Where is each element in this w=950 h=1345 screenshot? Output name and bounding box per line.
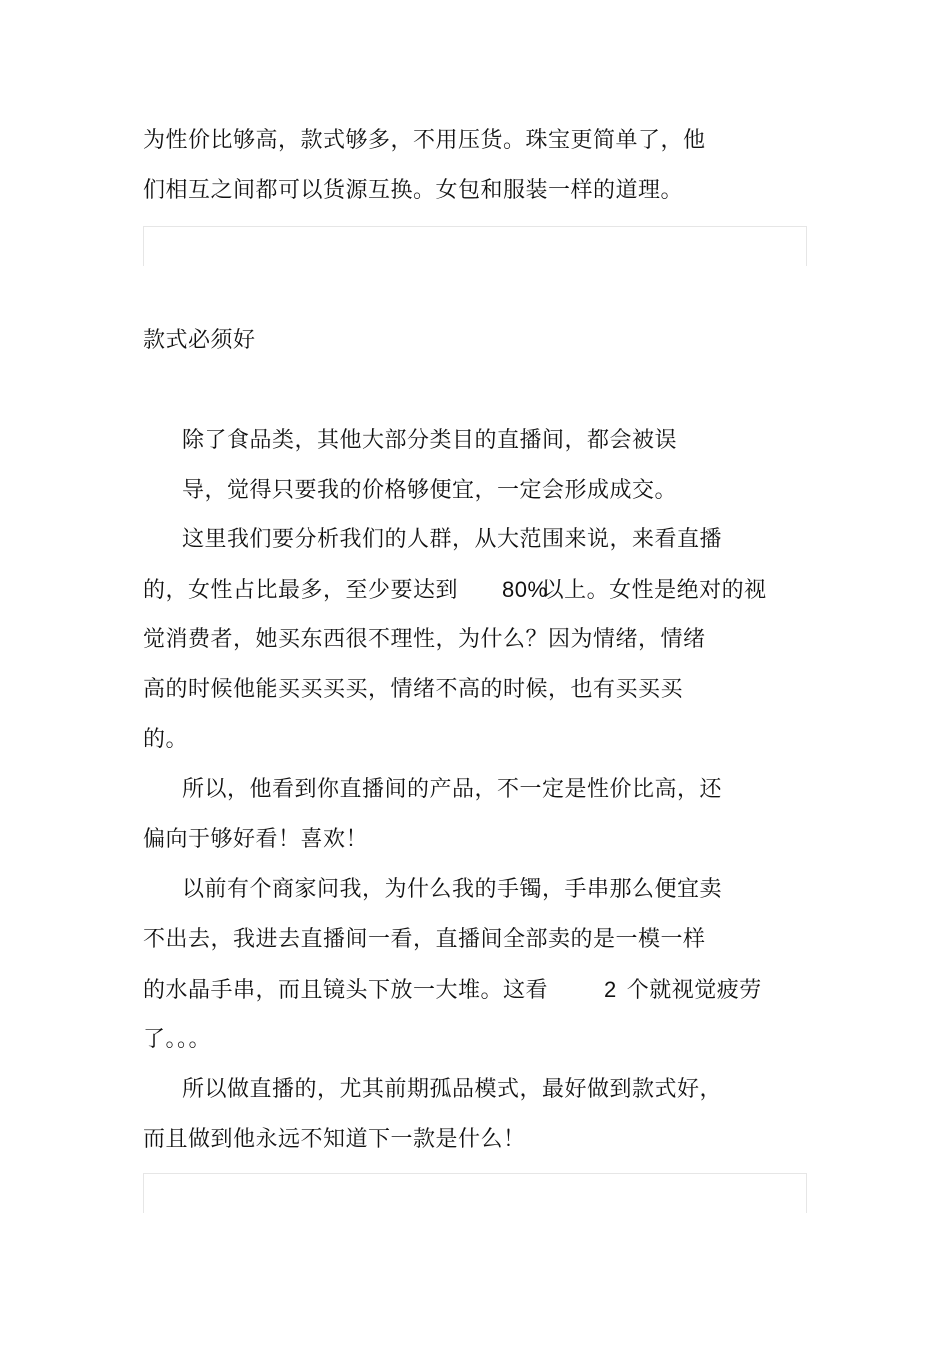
paragraph-line [143,575,767,606]
percentage-value: 80% [502,577,548,602]
paragraph-line: 这里我们要分析我们的人群，从大范围来说，来看直播 [182,527,723,552]
section-heading: 款式必须好 [143,328,256,353]
paragraph-line [143,975,762,1006]
paragraph-line: 偏向于够好看！喜欢！ [143,827,369,852]
section-divider-right [806,1173,807,1213]
section-divider-right [806,226,807,266]
paragraph-line: 们相互之间都可以货源互换。女包和服装一样的道理。 [143,178,684,203]
section-divider-left [143,1173,144,1213]
text-segment: 以上。女性是绝对的视 [541,578,767,603]
section-divider-left [143,226,144,266]
paragraph-line: 所以，他看到你直播间的产品，不一定是性价比高，还 [182,777,723,802]
section-divider [143,1173,806,1174]
paragraph-line: 高的时候他能买买买买，情绪不高的时候，也有买买买 [143,677,684,702]
paragraph-line: 除了食品类，其他大部分类目的直播间，都会被误 [182,428,678,453]
text-segment: 的，女性占比最多，至少要达到 [143,578,459,603]
count-value: 2 [604,977,617,1002]
section-divider [143,226,806,227]
paragraph-line: 了。。。 [143,1027,212,1052]
paragraph-line: 而且做到他永远不知道下一款是什么！ [143,1127,526,1152]
paragraph-line: 以前有个商家问我，为什么我的手镯，手串那么便宜卖 [182,877,723,902]
paragraph-line: 不出去，我进去直播间一看，直播间全部卖的是一模一样 [143,927,706,952]
paragraph-line: 导，觉得只要我的价格够便宜，一定会形成成交。 [182,478,678,503]
paragraph-line: 的。 [143,727,189,752]
text-segment: 的水晶手串，而且镜头下放一大堆。这看 [143,978,549,1003]
text-segment: 个就视觉疲劳 [626,978,762,1003]
paragraph-line: 所以做直播的，尤其前期孤品模式，最好做到款式好， [182,1077,723,1102]
paragraph-line: 为性价比够高，款式够多，不用压货。珠宝更简单了，他 [143,128,706,153]
paragraph-line: 觉消费者，她买东西很不理性，为什么？因为情绪，情绪 [143,627,706,652]
